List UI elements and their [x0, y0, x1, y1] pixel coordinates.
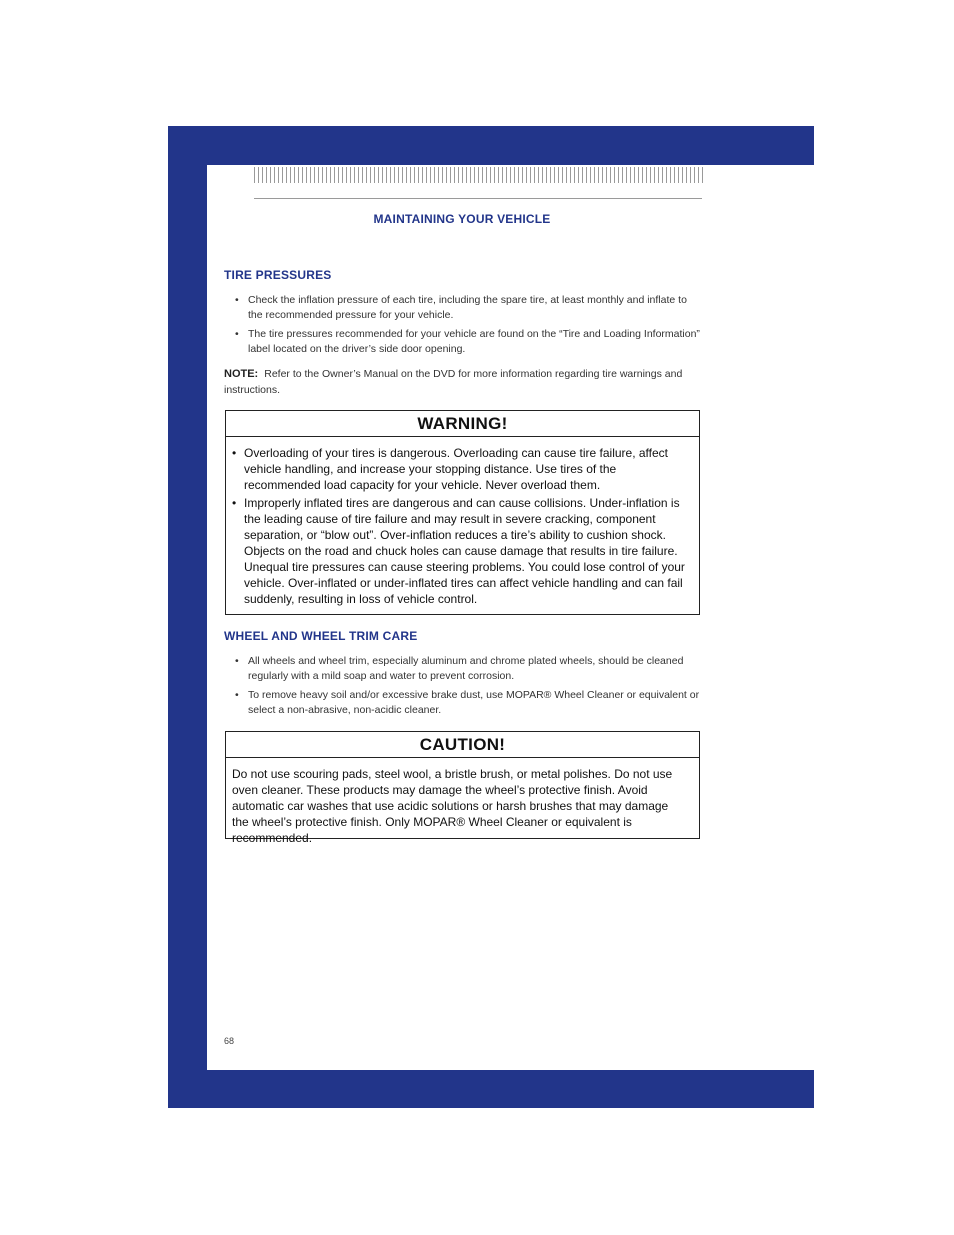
- tire-pressures-list: [234, 293, 700, 361]
- wheel-care-heading: WHEEL AND WHEEL TRIM CARE: [224, 629, 418, 643]
- tire-pressures-heading: TIRE PRESSURES: [224, 268, 332, 282]
- caution-text: Do not use scouring pads, steel wool, a bristle brush, or metal polishes. Do not use oven cleaner. These products may damage the wheel’s protective finish. Avoid automatic car washes that use acidic solutions or harsh brushes that may damage the wheel’s protective finish. Only MOPAR® Wheel Cleaner or equivalent is recommended.: [232, 767, 673, 845]
- caution-box: [225, 731, 700, 845]
- wheel-care-list: [234, 654, 700, 722]
- caution-title: CAUTION!: [226, 732, 699, 758]
- header-tick-strip: [254, 167, 704, 183]
- warning-title: WARNING!: [226, 411, 699, 437]
- list-item: • Improperly inflated tires are dangerous and can cause collisions. Under-inflation is the leading cause of tire failure and may result in severe cracking, component separation, or “blow out”. Over-inflation reduces a tire’s ability to cushion shock. Objects on the road and chuck holes can cause damage that results in tire failure. Unequal tire pressures can cause steering problems. You could lose control of your vehicle. Over-inflated or under-inflated tires can affect vehicle handling and can fail suddenly, resulting in loss of vehicle control.: [232, 495, 687, 607]
- list-item: • Overloading of your tires is dangerous. Overloading can cause tire failure, affect vehicle handling, and increase your stopping distance. Use tires of the recommended load capacity for your vehicle. Never overload them.: [232, 445, 687, 493]
- warning-list: [226, 445, 699, 607]
- warning-box: [225, 410, 700, 615]
- page-header-title: MAINTAINING YOUR VEHICLE: [373, 212, 551, 226]
- tire-note: [224, 366, 700, 398]
- note-text: Refer to the Owner’s Manual on the DVD for more information regarding tire warnings and instructions.: [224, 368, 683, 396]
- page-number: 68: [224, 1036, 235, 1046]
- header-rule: [254, 198, 702, 199]
- list-item: • All wheels and wheel trim, especially aluminum and chrome plated wheels, should be cleaned regularly with a mild soap and water to prevent corrosion.: [234, 654, 700, 684]
- note-label: NOTE:: [224, 368, 259, 380]
- list-item: • Check the inflation pressure of each tire, including the spare tire, at least monthly and inflate to the recommended pressure for your vehicle.: [234, 293, 700, 323]
- list-item: • The tire pressures recommended for your vehicle are found on the “Tire and Loading Information” label located on the driver’s side door opening.: [234, 327, 700, 357]
- list-item: • To remove heavy soil and/or excessive brake dust, use MOPAR® Wheel Cleaner or equivalent or select a non-abrasive, non-acidic cleaner.: [234, 688, 700, 718]
